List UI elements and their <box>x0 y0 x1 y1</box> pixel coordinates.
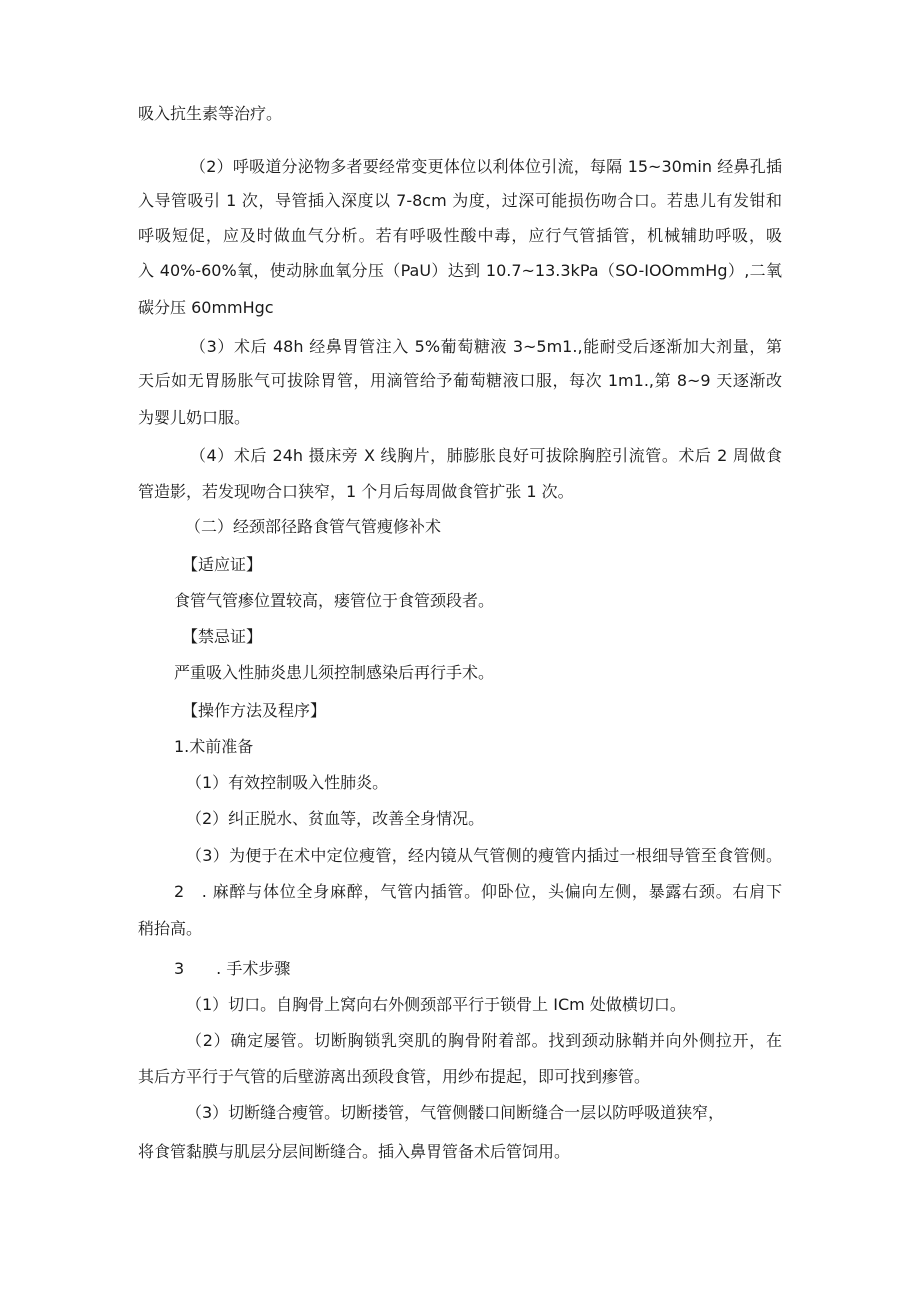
subsection-heading: 【操作方法及程序】 <box>182 701 327 720</box>
text-line: 3 . 手术步骤 <box>174 959 291 978</box>
text-line: （1）切口。自胸骨上窝向右外侧颈部平行于锁骨上 ICm 处做横切口。 <box>186 995 686 1014</box>
text-line: 管造影，若发现吻合口狭窄，1 个月后每周做食管扩张 1 次。 <box>138 482 574 501</box>
text-line: 入 40%-60%氧，使动脉血氧分压（PaU）达到 10.7~13.3kPa（SO-IOOmmHg）,二氧 <box>138 261 782 280</box>
text-line: 吸入抗生素等治疗。 <box>138 104 283 123</box>
text-line: 碳分压 60mmHgc <box>138 298 274 317</box>
text-line: 天后如无胃肠胀气可拔除胃管，用滴管给予葡萄糖液口服，每次 1m1.,第 8~9 天逐渐改 <box>138 371 782 390</box>
text-line: （3）为便于在术中定位瘦管，经内镜从气管侧的瘦管内插过一根细导管至食管侧。 <box>186 846 782 865</box>
text-line: （4）术后 24h 摄床旁 X 线胸片，肺膨胀良好可拔除胸腔引流管。术后 2 周做食 <box>190 446 782 465</box>
subsection-heading: 【适应证】 <box>182 555 263 574</box>
text-line: （2）呼吸道分泌物多者要经常变更体位以利体位引流，每隔 15~30min 经鼻孔插 <box>190 157 782 176</box>
text-line: 其后方平行于气管的后壁游离出颈段食管，用纱布提起，即可找到瘆管。 <box>138 1067 651 1086</box>
text-line: 1.术前准备 <box>174 737 254 756</box>
text-line: （3）术后 48h 经鼻胃管注入 5%葡萄糖液 3~5m1.,能耐受后逐渐加大剂量，第 <box>190 337 782 356</box>
text-line: 稍抬高。 <box>138 919 203 938</box>
text-line: （1）有效控制吸入性肺炎。 <box>186 773 389 792</box>
text-line: 呼吸短促，应及时做血气分析。若有呼吸性酸中毒，应行气管插管，机械辅助呼吸，吸 <box>138 226 782 245</box>
subsection-heading: 【禁忌证】 <box>182 627 263 646</box>
text-line: 食管气管瘆位置较高，瘘管位于食管颈段者。 <box>174 591 495 610</box>
text-line: （2）确定屡管。切断胸锁乳突肌的胸骨附着部。找到颈动脉鞘并向外侧拉开，在 <box>186 1031 782 1050</box>
section-heading: （二）经颈部径路食管气管瘦修补术 <box>185 517 442 536</box>
text-line: （2）纠正脱水、贫血等，改善全身情况。 <box>186 809 485 828</box>
text-line: 入导管吸引 1 次，导管插入深度以 7-8cm 为度，过深可能损伤吻合口。若患儿有发钳和 <box>138 191 782 210</box>
text-line: 2 . 麻醉与体位全身麻醉，气管内插管。仰卧位，头偏向左侧，暴露右颈。右肩下 <box>174 882 782 901</box>
text-line: 将食管黏膜与肌层分层间断缝合。插入鼻胃管备术后管饲用。 <box>138 1142 571 1161</box>
text-line: 为婴儿奶口服。 <box>138 408 251 427</box>
text-line: 严重吸入性肺炎患儿须控制感染后再行手术。 <box>174 663 495 682</box>
text-line: （3）切断缝合瘦管。切断搂管，气管侧髅口间断缝合一层以防呼吸道狭窄， <box>186 1103 725 1122</box>
